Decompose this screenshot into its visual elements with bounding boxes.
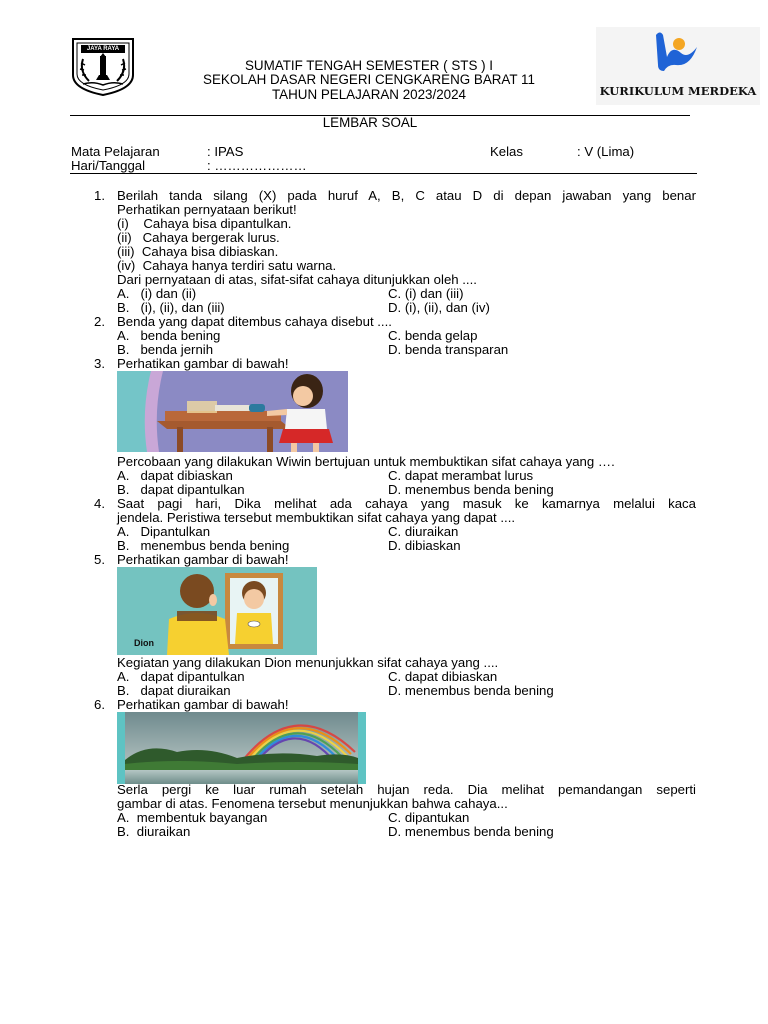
statement-2: (ii) Cahaya bergerak lurus. (117, 230, 280, 245)
option-b[interactable]: B. diuraikan (117, 824, 191, 839)
question-text: Perhatikan pernyataan berikut! (117, 202, 297, 217)
statement-1: (i) Cahaya bisa dipantulkan. (117, 216, 292, 231)
class-value: : V (Lima) (577, 144, 635, 159)
question-text: Perhatikan gambar di bawah! (117, 697, 289, 712)
option-c[interactable]: C. dapat merambat lurus (388, 468, 534, 483)
question-text: Percobaan yang dilakukan Wiwin bertujuan untuk membuktikan sifat cahaya yang …. (117, 454, 615, 469)
option-d[interactable]: D. dibiaskan (388, 538, 461, 553)
option-c[interactable]: C. (i) dan (iii) (388, 286, 464, 301)
option-a[interactable]: A. benda bening (117, 328, 221, 343)
question-number: 4. (94, 496, 105, 511)
header-line-1: SUMATIF TENGAH SEMESTER ( STS ) I (245, 58, 493, 73)
class-label: Kelas (490, 144, 523, 159)
jaya-raya-emblem (69, 37, 137, 97)
question-text: Benda yang dapat ditembus cahaya disebut .... (117, 314, 392, 329)
header-line-3: TAHUN PELAJARAN 2023/2024 (271, 87, 466, 102)
question-text: jendela. Peristiwa tersebut membuktikan sifat cahaya yang dapat .... (117, 510, 516, 525)
option-b[interactable]: B. dapat dipantulkan (117, 482, 245, 497)
question-number: 3. (94, 356, 105, 371)
option-d[interactable]: D. menembus benda bening (388, 824, 554, 839)
question-text: Perhatikan gambar di bawah! (117, 356, 289, 371)
question-text: gambar di atas. Fenomena tersebut menunjukkan bahwa cahaya... (117, 796, 508, 811)
option-d[interactable]: D. menembus benda bening (388, 482, 554, 497)
option-c[interactable]: C. diuraikan (388, 524, 459, 539)
option-d[interactable]: D. menembus benda bening (388, 683, 554, 698)
logo-text: KURIKULUM MERDEKA (599, 84, 757, 98)
date-label: Hari/Tanggal (71, 158, 146, 173)
question-text: Kegiatan yang dilakukan Dion menunjukkan sifat cahaya yang .... (117, 655, 499, 670)
kurikulum-merdeka-logo (596, 27, 760, 105)
option-d[interactable]: D. (i), (ii), dan (iv) (388, 300, 490, 315)
header-line-2: SEKOLAH DASAR NEGERI CENGKARENG BARAT 11 (203, 72, 535, 87)
info-rule (70, 173, 697, 174)
question-text: Saat pagi hari, Dika melihat ada cahaya yang masuk ke kamarnya melalui kaca (117, 496, 696, 511)
option-d[interactable]: D. benda transparan (388, 342, 509, 357)
option-a[interactable]: A. Dipantulkan (117, 524, 211, 539)
option-a[interactable]: A. dapat dipantulkan (117, 669, 245, 684)
option-b[interactable]: B. (i), (ii), dan (iii) (117, 300, 225, 315)
experiment-illustration (117, 371, 348, 452)
statement-3: (iii) Cahaya bisa dibiaskan. (117, 244, 279, 259)
option-c[interactable]: C. benda gelap (388, 328, 478, 343)
option-b[interactable]: B. menembus benda bening (117, 538, 290, 553)
question-text: Perhatikan gambar di bawah! (117, 552, 289, 567)
mirror-illustration (117, 567, 317, 655)
question-number: 6. (94, 697, 105, 712)
doc-title: LEMBAR SOAL (322, 115, 418, 130)
option-a[interactable]: A. dapat dibiaskan (117, 468, 233, 483)
option-a[interactable]: A. (i) dan (ii) (117, 286, 197, 301)
instruction-line: Berilah tanda silang (X) pada huruf A, B, C atau D di depan jawaban yang benar (117, 188, 696, 203)
date-value: : ………………… (207, 158, 307, 173)
question-number: 5. (94, 552, 105, 567)
option-c[interactable]: C. dapat dibiaskan (388, 669, 498, 684)
rainbow-photo (117, 712, 366, 784)
question-text: Serla pergi ke luar rumah setelah hujan reda. Dia melihat pemandangan seperti (117, 782, 696, 797)
subject-label: Mata Pelajaran (71, 144, 160, 159)
question-number: 2. (94, 314, 105, 329)
option-b[interactable]: B. dapat diuraikan (117, 683, 231, 698)
option-c[interactable]: C. dipantukan (388, 810, 470, 825)
option-b[interactable]: B. benda jernih (117, 342, 214, 357)
statement-4: (iv) Cahaya hanya terdiri satu warna. (117, 258, 337, 273)
subject-value: : IPAS (207, 144, 244, 159)
emblem-text: JAYA RAYA (86, 46, 120, 52)
option-a[interactable]: A. membentuk bayangan (117, 810, 268, 825)
image-caption: Dion (134, 638, 154, 648)
question-number: 1. (94, 188, 105, 203)
question-text: Dari pernyataan di atas, sifat-sifat cahaya ditunjukkan oleh .... (117, 272, 477, 287)
